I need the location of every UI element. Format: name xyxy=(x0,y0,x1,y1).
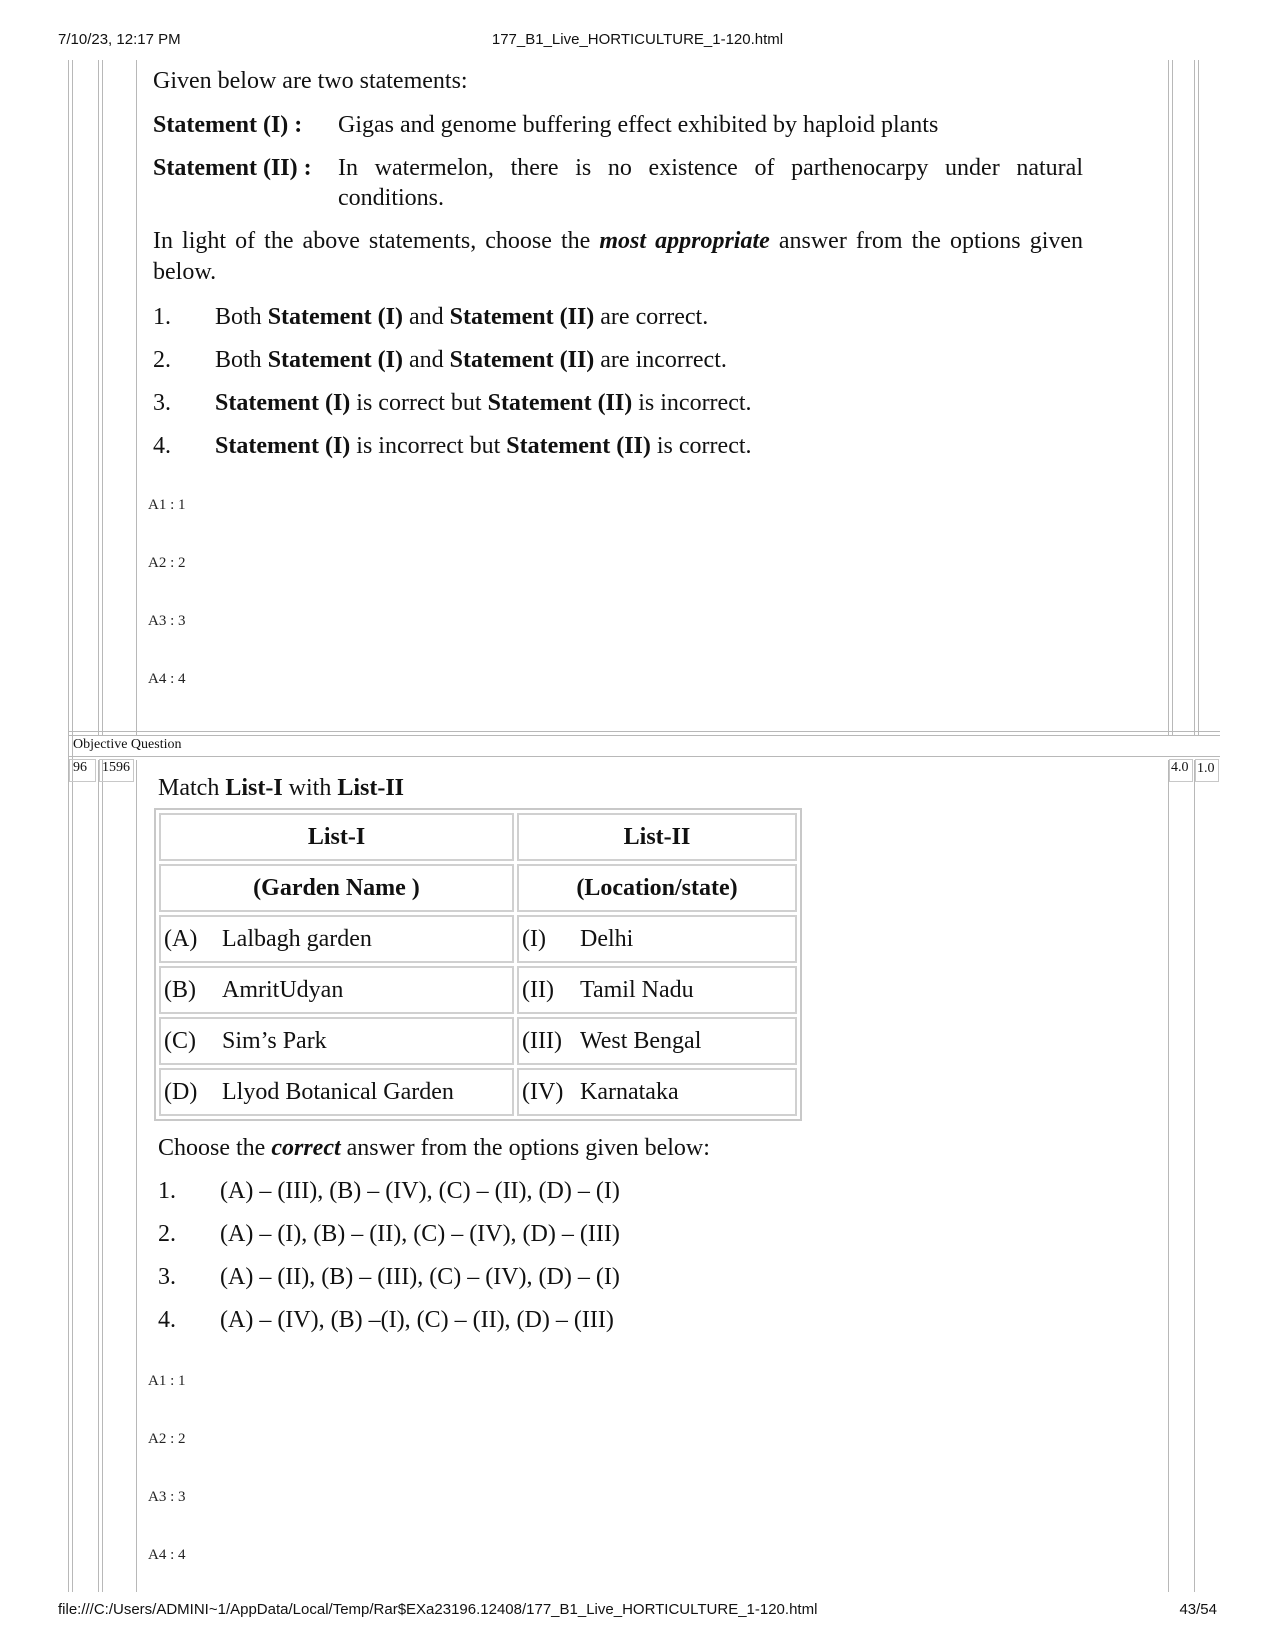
list1-key: (A) xyxy=(164,926,198,952)
option-text: (A) – (III), (B) – (IV), (C) – (II), (D) – (I) xyxy=(220,1178,620,1204)
list1-subheader: (Garden Name ) xyxy=(159,864,514,912)
option-text-bold: Statement (I) xyxy=(215,390,351,416)
list2-key: (IV) xyxy=(522,1079,564,1105)
list2-subheader: (Location/state) xyxy=(517,864,797,912)
negative-marks: 1.0 xyxy=(1197,761,1215,776)
option-text-bold: Statement (II) xyxy=(449,347,595,373)
title-list2: List-II xyxy=(337,775,405,801)
list1-cell xyxy=(159,966,514,1014)
question-marks: 4.0 xyxy=(1171,760,1189,775)
option-text xyxy=(215,388,752,418)
instruction-text: answer from the options given below: xyxy=(340,1135,710,1161)
table-row xyxy=(159,915,797,963)
statement-text: In watermelon, there is no existence of parthenocarpy under natural conditions. xyxy=(338,155,1083,211)
instruction-text: answer from the options given below. xyxy=(153,228,1084,285)
footer-page-number: 43/54 xyxy=(1179,1601,1217,1618)
option-text: (A) – (IV), (B) –(I), (C) – (II), (D) – (III) xyxy=(220,1307,614,1333)
list2-value: Tamil Nadu xyxy=(580,977,694,1003)
option-number: 4. xyxy=(153,433,171,459)
question-type-label: Objective Question xyxy=(73,737,182,752)
option-text-part: are incorrect. xyxy=(594,347,727,373)
list1-value: Llyod Botanical Garden xyxy=(222,1079,454,1105)
list2-cell xyxy=(517,1068,797,1116)
negative-marks-cell xyxy=(1195,759,1219,782)
list2-cell xyxy=(517,966,797,1014)
list2-key: (II) xyxy=(522,977,554,1003)
option-item xyxy=(158,1176,858,1208)
list2-cell xyxy=(517,1017,797,1065)
option-text-part: and xyxy=(402,304,450,330)
answer-key: A1 : 1 xyxy=(148,497,186,513)
list1-value: Sim’s Park xyxy=(222,1028,327,1054)
q95-instruction xyxy=(153,226,1083,288)
option-item xyxy=(153,431,1053,463)
option-text-part: is correct. xyxy=(650,433,752,459)
title-list1: List-I xyxy=(225,775,283,801)
option-text-part: Both xyxy=(215,304,268,330)
option-text-part: Both xyxy=(215,347,268,373)
question-id: 1596 xyxy=(102,760,130,775)
statement-label: Statement (I) : xyxy=(153,112,303,138)
option-text-part: is correct but xyxy=(350,390,488,416)
list1-cell xyxy=(159,915,514,963)
list1-key: (B) xyxy=(164,977,196,1003)
option-text-part: is incorrect but xyxy=(350,433,507,459)
option-text xyxy=(215,431,752,461)
q95-statement-1 xyxy=(153,110,1083,142)
option-text-part: are correct. xyxy=(594,304,709,330)
option-text-bold: Statement (II) xyxy=(487,390,633,416)
option-text-bold: Statement (I) xyxy=(267,304,403,330)
q95-statement-2 xyxy=(153,153,1083,215)
option-text-bold: Statement (I) xyxy=(267,347,403,373)
q95-intro: Given below are two statements: xyxy=(153,68,468,94)
q96-instruction xyxy=(158,1133,1088,1164)
option-item xyxy=(153,345,1053,377)
option-text-part: and xyxy=(402,347,450,373)
footer-file-path: file:///C:/Users/ADMINI~1/AppData/Local/Temp/Rar$EXa23196.12408/177_B1_Live_HORTICULTURE_1-120.html xyxy=(58,1601,818,1618)
option-text-part: is incorrect. xyxy=(632,390,752,416)
instruction-emphasis: correct xyxy=(271,1135,341,1161)
print-filename: 177_B1_Live_HORTICULTURE_1-120.html xyxy=(491,31,784,48)
list1-cell xyxy=(159,1017,514,1065)
option-item xyxy=(153,302,1053,334)
title-text: Match xyxy=(158,775,226,801)
table-row xyxy=(159,1068,797,1116)
option-item xyxy=(158,1219,858,1251)
option-text-bold: Statement (II) xyxy=(506,433,651,459)
answer-key: A3 : 3 xyxy=(148,613,186,629)
list1-cell xyxy=(159,1068,514,1116)
option-item xyxy=(153,388,1053,420)
option-number: 1. xyxy=(158,1178,176,1204)
option-number: 3. xyxy=(158,1264,176,1290)
option-number: 3. xyxy=(153,390,171,416)
question-serial: 96 xyxy=(73,760,87,775)
list1-key: (D) xyxy=(164,1079,198,1105)
answer-key: A4 : 4 xyxy=(148,671,186,687)
list2-value: Karnataka xyxy=(580,1079,679,1105)
answer-key: A1 : 1 xyxy=(148,1373,186,1389)
list2-value: West Bengal xyxy=(580,1028,702,1054)
option-text xyxy=(215,302,708,332)
option-item xyxy=(158,1262,858,1294)
table-header-row xyxy=(159,813,797,861)
table-row xyxy=(159,1017,797,1065)
match-table xyxy=(154,808,802,1121)
option-item xyxy=(158,1305,858,1337)
instruction-emphasis: most appropriate xyxy=(599,228,770,254)
q96-title xyxy=(158,773,1088,804)
option-text-bold: Statement (II) xyxy=(449,304,595,330)
statement-label: Statement (II) : xyxy=(153,155,312,181)
option-text-bold: Statement (I) xyxy=(215,433,351,459)
table-subheader-row xyxy=(159,864,797,912)
answer-key: A4 : 4 xyxy=(148,1547,186,1563)
list2-key: (I) xyxy=(522,926,546,952)
statement-text: Gigas and genome buffering effect exhibited by haploid plants xyxy=(338,112,939,138)
option-number: 1. xyxy=(153,304,171,330)
list1-key: (C) xyxy=(164,1028,196,1054)
print-datetime: 7/10/23, 12:17 PM xyxy=(58,31,181,48)
option-number: 2. xyxy=(153,347,171,373)
instruction-text: In light of the above statements, choose the xyxy=(153,228,600,254)
option-number: 4. xyxy=(158,1307,176,1333)
option-text: (A) – (I), (B) – (II), (C) – (IV), (D) – (III) xyxy=(220,1221,620,1247)
list2-header: List-II xyxy=(517,813,797,861)
list1-value: Lalbagh garden xyxy=(222,926,372,952)
option-number: 2. xyxy=(158,1221,176,1247)
list1-header: List-I xyxy=(159,813,514,861)
option-text: (A) – (II), (B) – (III), (C) – (IV), (D) – (I) xyxy=(220,1264,620,1290)
list2-cell xyxy=(517,915,797,963)
table-row xyxy=(159,966,797,1014)
answer-key: A2 : 2 xyxy=(148,555,186,571)
title-text: with xyxy=(282,775,338,801)
option-text xyxy=(215,345,727,375)
answer-key: A2 : 2 xyxy=(148,1431,186,1447)
instruction-text: Choose the xyxy=(158,1135,272,1161)
list1-value: AmritUdyan xyxy=(222,977,344,1003)
list2-value: Delhi xyxy=(580,926,634,952)
answer-key: A3 : 3 xyxy=(148,1489,186,1505)
list2-key: (III) xyxy=(522,1028,562,1054)
